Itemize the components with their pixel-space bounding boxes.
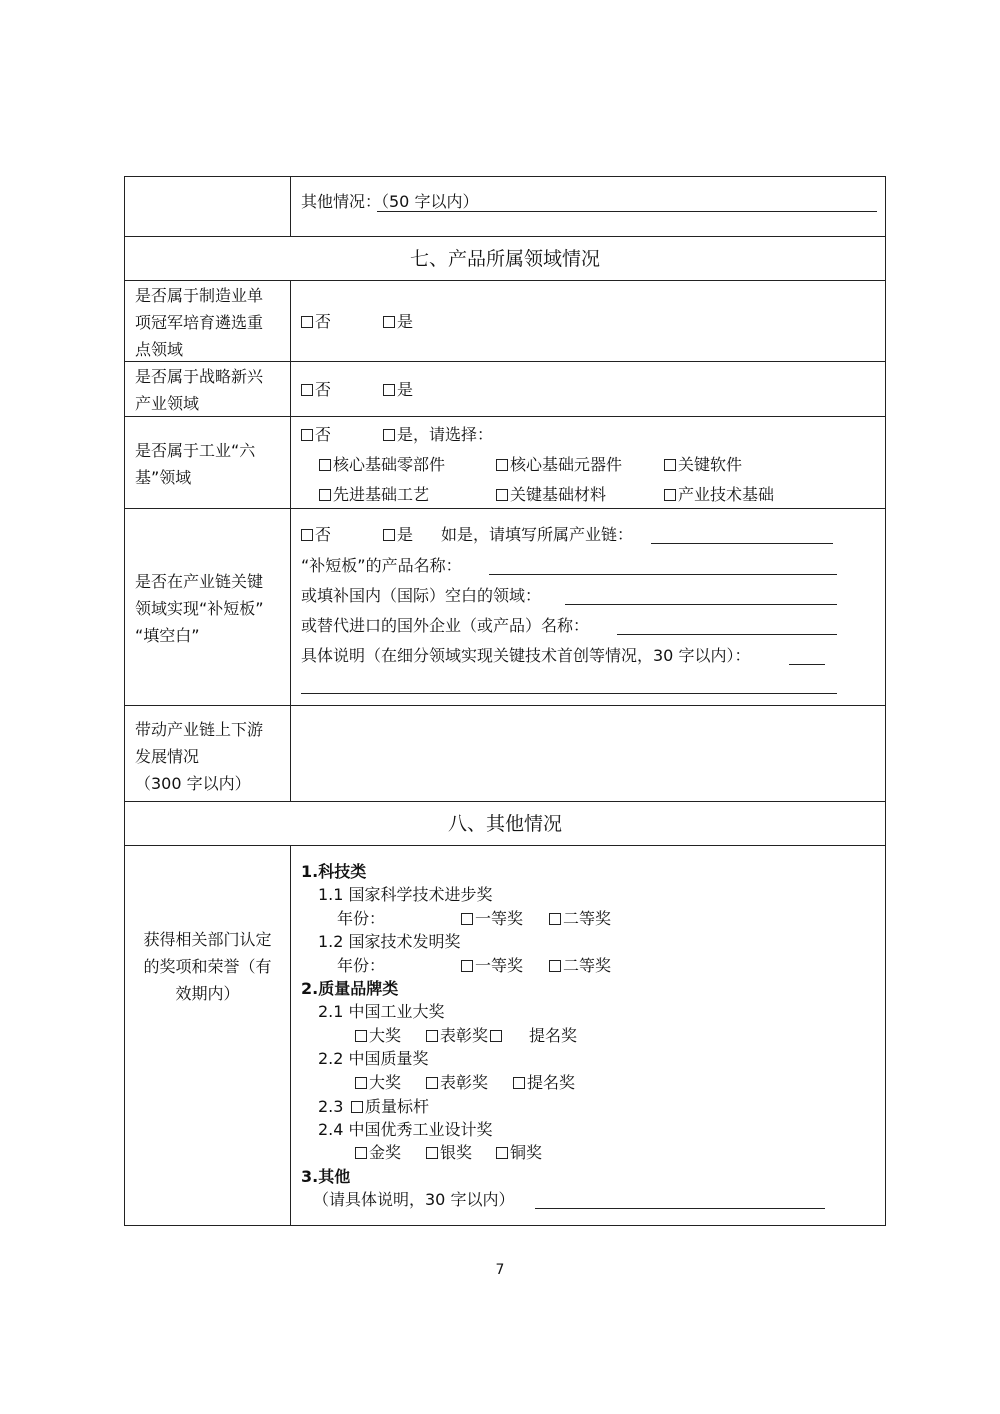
q2-label: 是否属于战略新兴 产业领域 xyxy=(135,367,264,413)
section7-title: 七、产品所属领域情况 xyxy=(409,248,600,270)
checkbox-icon[interactable] xyxy=(664,459,676,471)
q4-yes-option[interactable]: 是 xyxy=(383,523,413,547)
q4-chain-prompt: 如是，请填写所属产业链： xyxy=(441,525,634,544)
awards-cat2-3: 2.3 xyxy=(318,1097,344,1116)
awards-cat1-2: 1.2 国家技术发明奖 xyxy=(318,932,461,951)
q2-yes-option[interactable]: 是 xyxy=(383,378,413,402)
checkbox-icon[interactable] xyxy=(383,429,395,441)
page-number: 7 xyxy=(495,1262,505,1278)
checkbox-icon[interactable] xyxy=(301,429,313,441)
awards-cat1-1: 1.1 国家科学技术进步奖 xyxy=(318,885,493,904)
q4-product-name-field[interactable] xyxy=(489,574,837,575)
checkbox-icon[interactable] xyxy=(426,1077,438,1089)
q2-no-option[interactable]: 否 xyxy=(301,378,331,402)
checkbox-icon[interactable] xyxy=(496,489,508,501)
checkbox-icon[interactable] xyxy=(383,316,395,328)
q3-option-key-materials[interactable]: 关键基础材料 xyxy=(496,483,606,507)
awards-other-field[interactable] xyxy=(535,1208,825,1209)
section8-header-row xyxy=(124,801,886,845)
q3-row xyxy=(124,416,886,508)
industry-big-option[interactable]: 大奖 xyxy=(355,1024,401,1048)
awards-cat2-4: 2.4 中国优秀工业设计奖 xyxy=(318,1120,493,1139)
checkbox-icon[interactable] xyxy=(355,1077,367,1089)
q4-gap-field-prompt: 或填补国内（国际）空白的领域： xyxy=(301,586,542,605)
q5-input-area[interactable] xyxy=(291,706,885,801)
q3-option-core-parts[interactable]: 核心基础零部件 xyxy=(319,453,445,477)
q3-no-option[interactable]: 否 xyxy=(301,423,331,447)
q4-chain-field[interactable] xyxy=(651,543,833,544)
q1-no-option[interactable]: 否 xyxy=(301,310,331,334)
awards-cat1: 1.科技类 xyxy=(301,862,367,881)
checkbox-icon[interactable] xyxy=(301,316,313,328)
checkbox-icon[interactable] xyxy=(301,529,313,541)
q3-option-key-software[interactable]: 关键软件 xyxy=(664,453,742,477)
awards-cat2: 2.质量品牌类 xyxy=(301,979,399,998)
quality-benchmark-option[interactable]: 质量标杆 xyxy=(351,1095,429,1119)
awards-cat2-1: 2.1 中国工业大奖 xyxy=(318,1002,445,1021)
other-info-text: 其他情况：（50 字以内） xyxy=(301,192,479,211)
q4-import-prompt: 或替代进口的国外企业（或产品）名称： xyxy=(301,616,590,635)
checkbox-icon[interactable] xyxy=(461,913,473,925)
checkbox-icon[interactable] xyxy=(461,960,473,972)
industry-nominate-label: 提名奖 xyxy=(529,1026,578,1045)
awards-row xyxy=(124,845,886,1226)
checkbox-icon[interactable] xyxy=(490,1030,502,1042)
q3-label: 是否属于工业“六 基”领域 xyxy=(135,441,256,487)
q4-no-option[interactable]: 否 xyxy=(301,523,331,547)
section8-title: 八、其他情况 xyxy=(447,813,562,835)
awards-cat3-note: （请具体说明，30 字以内） xyxy=(313,1190,515,1209)
awards-label: 获得相关部门认定 的奖项和荣誉（有 效期内） xyxy=(143,930,272,1003)
checkbox-icon[interactable] xyxy=(301,384,313,396)
q4-detail-field-inline[interactable] xyxy=(789,664,825,665)
q3-option-advanced-process[interactable]: 先进基础工艺 xyxy=(319,483,429,507)
section7-header-row xyxy=(124,236,886,280)
checkbox-icon[interactable] xyxy=(549,913,561,925)
invention-first-option[interactable]: 一等奖 xyxy=(461,954,523,978)
checkbox-icon[interactable] xyxy=(664,489,676,501)
other-info-underline[interactable] xyxy=(377,211,877,212)
checkbox-icon[interactable] xyxy=(513,1077,525,1089)
design-gold-option[interactable]: 金奖 xyxy=(355,1141,401,1165)
checkbox-icon[interactable] xyxy=(496,459,508,471)
invention-second-option[interactable]: 二等奖 xyxy=(549,954,611,978)
checkbox-icon[interactable] xyxy=(383,384,395,396)
checkbox-icon[interactable] xyxy=(355,1030,367,1042)
q3-yes-option[interactable]: 是，请选择： xyxy=(383,423,493,447)
quality-big-option[interactable]: 大奖 xyxy=(355,1071,401,1095)
checkbox-icon[interactable] xyxy=(426,1030,438,1042)
q1-yes-option[interactable]: 是 xyxy=(383,310,413,334)
checkbox-icon[interactable] xyxy=(549,960,561,972)
other-info-row xyxy=(124,176,886,236)
q4-label: 是否在产业链关键 领域实现“补短板” “填空白” xyxy=(135,572,264,645)
q5-label: 带动产业链上下游 发展情况 （300 字以内） xyxy=(135,720,264,793)
checkbox-icon[interactable] xyxy=(383,529,395,541)
quality-commend-option[interactable]: 表彰奖 xyxy=(426,1071,488,1095)
awards-cat2-2: 2.2 中国质量奖 xyxy=(318,1049,429,1068)
awards-year-label-1: 年份： xyxy=(337,909,386,928)
awards-cat3: 3.其他 xyxy=(301,1167,351,1186)
checkbox-icon[interactable] xyxy=(319,459,331,471)
sci-progress-second-option[interactable]: 二等奖 xyxy=(549,907,611,931)
q3-option-core-components[interactable]: 核心基础元器件 xyxy=(496,453,622,477)
design-bronze-option[interactable]: 铜奖 xyxy=(496,1141,542,1165)
q4-import-field[interactable] xyxy=(617,634,837,635)
q1-label: 是否属于制造业单 项冠军培育遴选重 点领域 xyxy=(135,286,264,359)
checkbox-icon[interactable] xyxy=(319,489,331,501)
q4-detail-prompt: 具体说明（在细分领域实现关键技术首创等情况，30 字以内）： xyxy=(301,646,751,665)
q3-option-industrial-tech[interactable]: 产业技术基础 xyxy=(664,483,774,507)
quality-nominate-option[interactable]: 提名奖 xyxy=(513,1071,575,1095)
checkbox-icon[interactable] xyxy=(496,1147,508,1159)
q5-row xyxy=(124,705,886,801)
checkbox-icon[interactable] xyxy=(426,1147,438,1159)
design-silver-option[interactable]: 银奖 xyxy=(426,1141,472,1165)
q4-product-name-prompt: “补短板”的产品名称： xyxy=(301,556,462,575)
q1-row xyxy=(124,280,886,361)
sci-progress-first-option[interactable]: 一等奖 xyxy=(461,907,523,931)
q4-detail-field[interactable] xyxy=(301,693,837,694)
industry-commend-option[interactable]: 表彰奖 xyxy=(426,1024,504,1048)
checkbox-icon[interactable] xyxy=(355,1147,367,1159)
awards-year-label-2: 年份： xyxy=(337,956,386,975)
other-info-label-cell xyxy=(125,177,291,236)
q4-row xyxy=(124,508,886,705)
q2-row xyxy=(124,361,886,416)
q4-gap-field[interactable] xyxy=(565,604,837,605)
checkbox-icon[interactable] xyxy=(351,1101,363,1113)
